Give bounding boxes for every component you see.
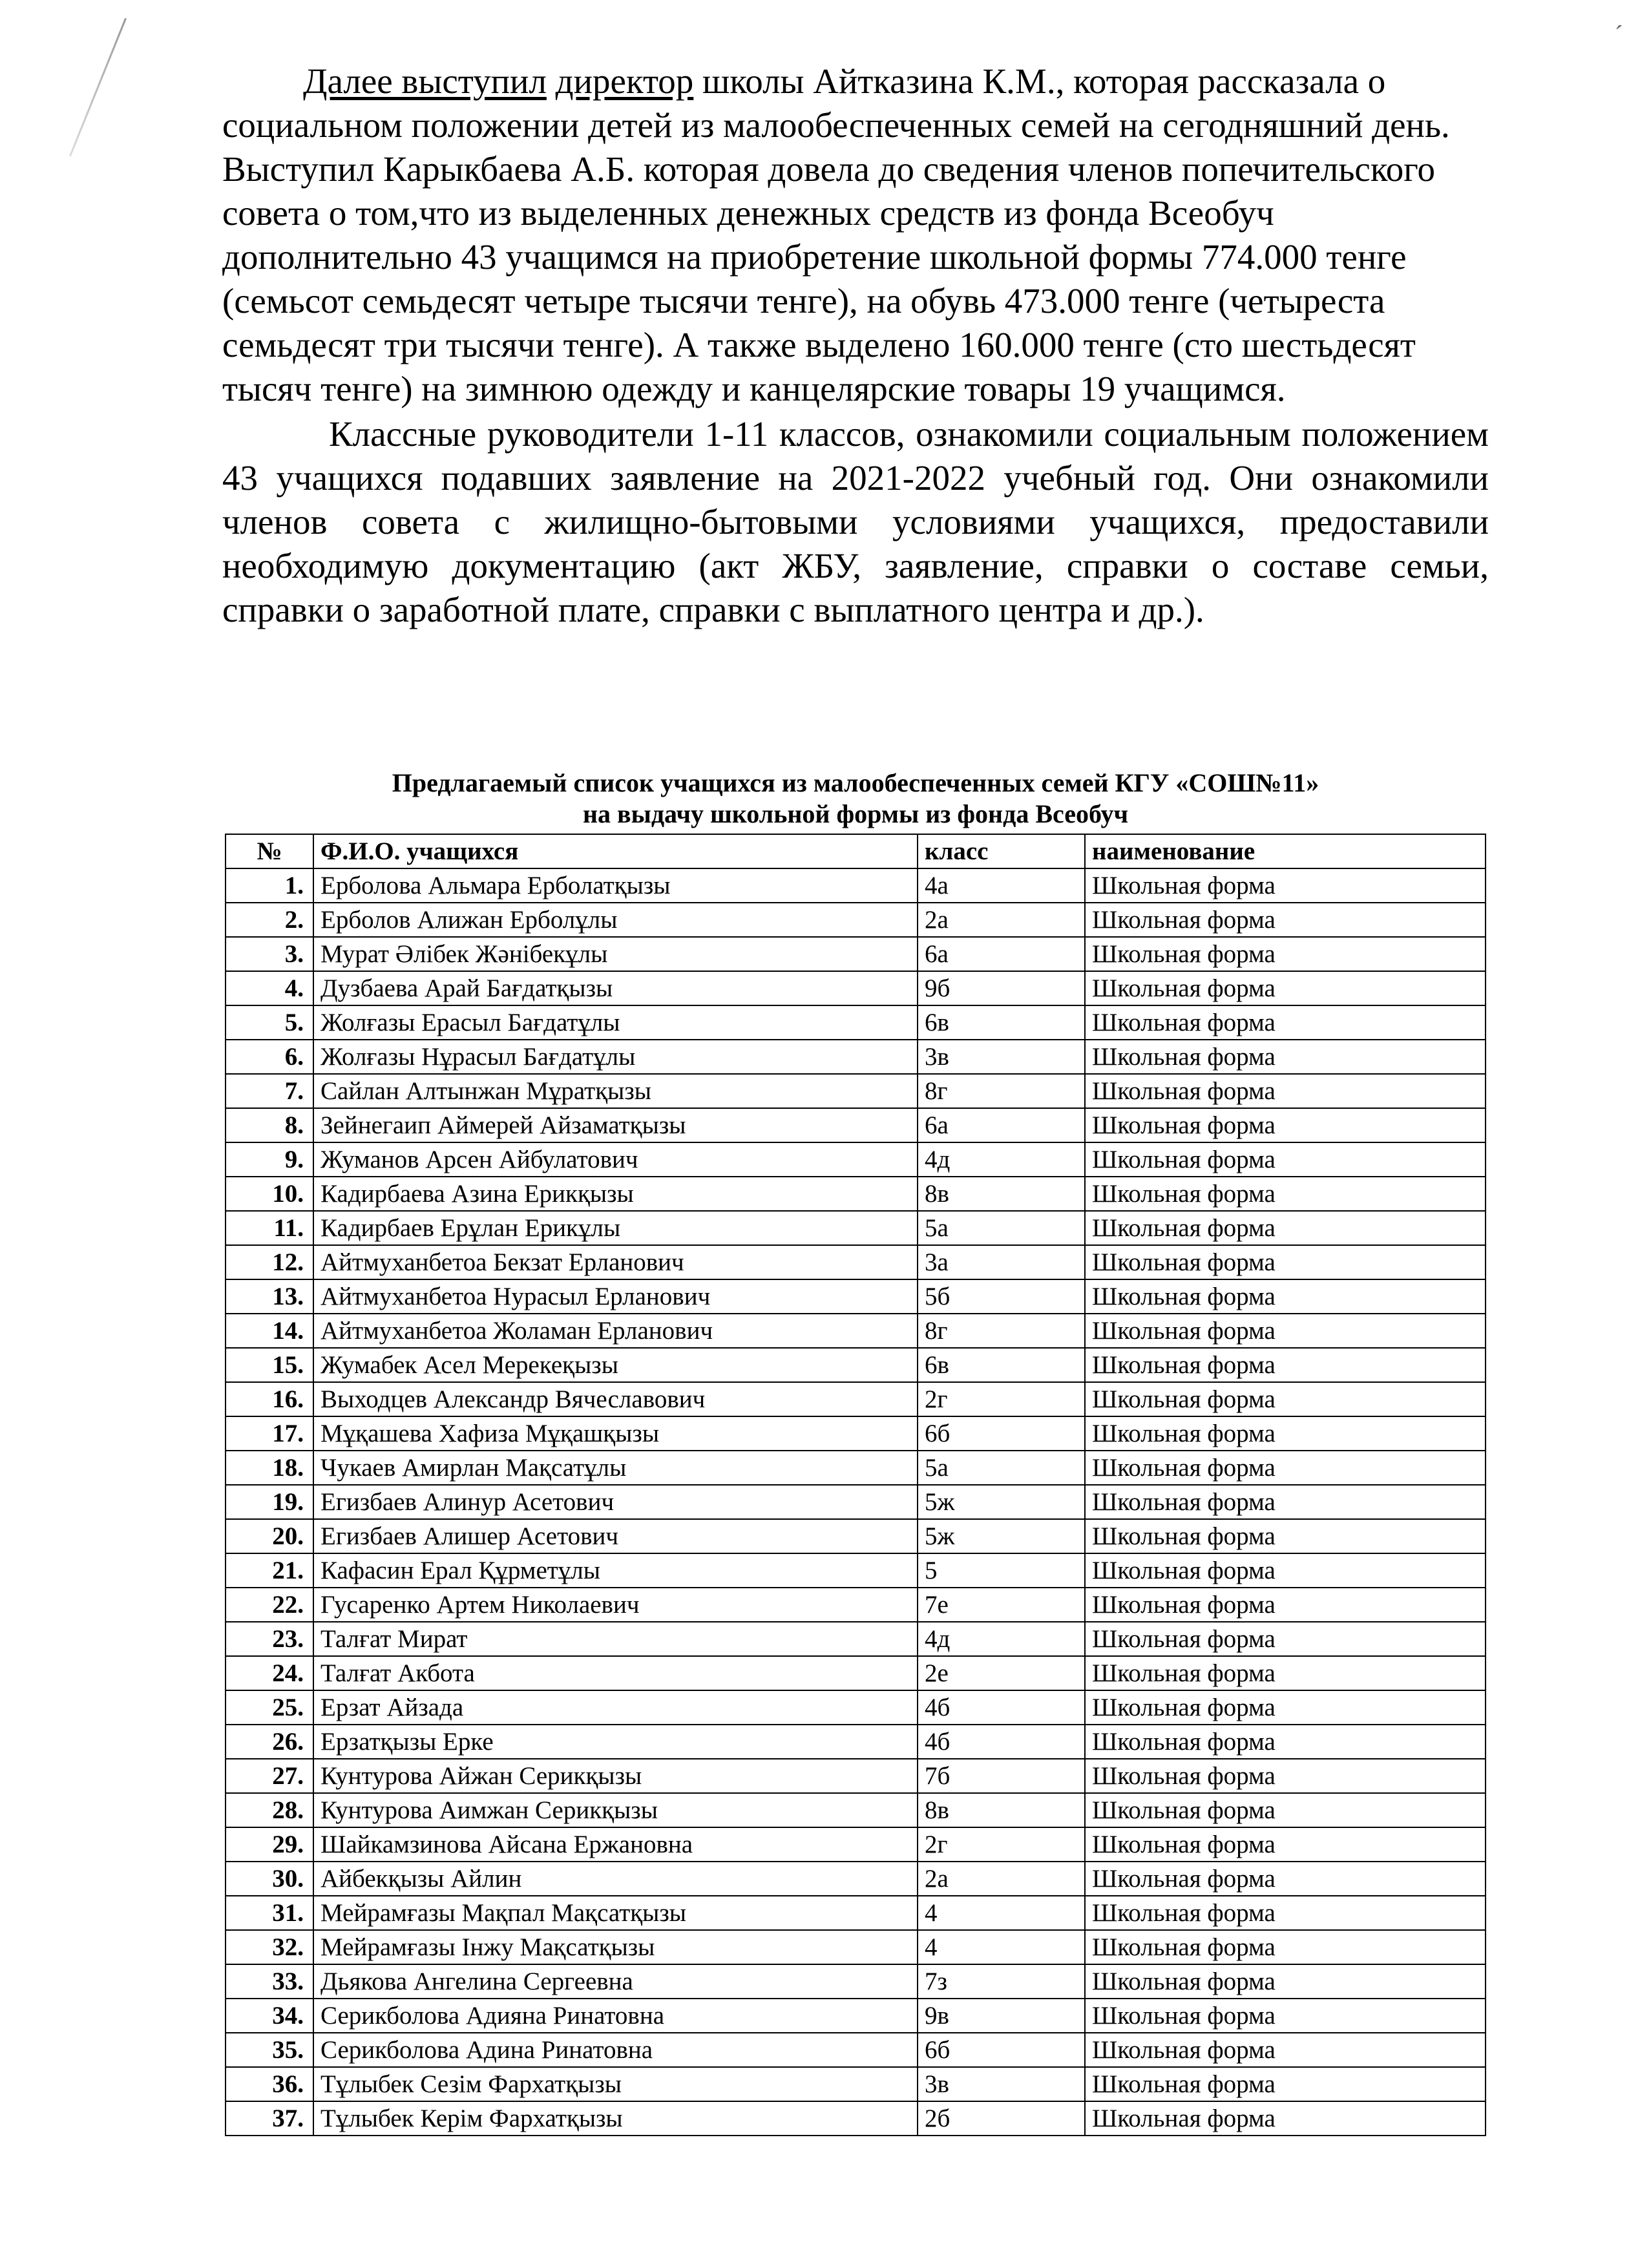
class-cell: 7б bbox=[918, 1759, 1085, 1793]
row-number: 28. bbox=[226, 1793, 313, 1827]
class-cell: 8в bbox=[918, 1793, 1085, 1827]
row-number: 10. bbox=[226, 1177, 313, 1211]
item-cell: Школьная форма bbox=[1085, 1656, 1486, 1690]
row-number: 6. bbox=[226, 1040, 313, 1074]
class-cell: 4б bbox=[918, 1725, 1085, 1759]
item-cell: Школьная форма bbox=[1085, 1725, 1486, 1759]
row-number: 2. bbox=[226, 903, 313, 937]
table-row bbox=[226, 1793, 1486, 1827]
item-cell: Школьная форма bbox=[1085, 1930, 1486, 1964]
item-cell: Школьная форма bbox=[1085, 2033, 1486, 2067]
item-cell: Школьная форма bbox=[1085, 2101, 1486, 2136]
table-row bbox=[226, 1142, 1486, 1177]
class-cell: 2е bbox=[918, 1656, 1085, 1690]
item-cell: Школьная форма bbox=[1085, 1862, 1486, 1896]
row-number: 34. bbox=[226, 1999, 313, 2033]
row-number: 14. bbox=[226, 1314, 313, 1348]
row-number: 30. bbox=[226, 1862, 313, 1896]
table-row bbox=[226, 937, 1486, 971]
table-row bbox=[226, 2033, 1486, 2067]
class-cell: 3а bbox=[918, 1245, 1085, 1279]
item-cell: Школьная форма bbox=[1085, 1793, 1486, 1827]
row-number: 23. bbox=[226, 1622, 313, 1656]
row-number: 21. bbox=[226, 1553, 313, 1588]
class-cell: 4 bbox=[918, 1896, 1085, 1930]
class-cell: 4д bbox=[918, 1142, 1085, 1177]
class-cell: 7е bbox=[918, 1588, 1085, 1622]
row-number: 3. bbox=[226, 937, 313, 971]
item-cell: Школьная форма bbox=[1085, 1964, 1486, 1999]
class-cell: 6б bbox=[918, 2033, 1085, 2067]
item-cell: Школьная форма bbox=[1085, 1211, 1486, 1245]
row-number: 8. bbox=[226, 1108, 313, 1142]
class-cell: 9б bbox=[918, 971, 1085, 1005]
class-cell: 4а bbox=[918, 868, 1085, 903]
student-name: Егизбаев Алишер Асетович bbox=[313, 1519, 918, 1553]
table-row bbox=[226, 1005, 1486, 1040]
item-cell: Школьная форма bbox=[1085, 1108, 1486, 1142]
scan-artifact-line bbox=[69, 18, 127, 156]
row-number: 31. bbox=[226, 1896, 313, 1930]
item-cell: Школьная форма bbox=[1085, 1074, 1486, 1108]
student-name: Талғат Мират bbox=[313, 1622, 918, 1656]
table-row bbox=[226, 1416, 1486, 1451]
item-cell: Школьная форма bbox=[1085, 1382, 1486, 1416]
table-row bbox=[226, 1451, 1486, 1485]
row-number: 22. bbox=[226, 1588, 313, 1622]
class-cell: 2а bbox=[918, 1862, 1085, 1896]
row-number: 17. bbox=[226, 1416, 313, 1451]
class-cell: 5ж bbox=[918, 1519, 1085, 1553]
item-cell: Школьная форма bbox=[1085, 1245, 1486, 1279]
item-cell: Школьная форма bbox=[1085, 1999, 1486, 2033]
row-number: 33. bbox=[226, 1964, 313, 1999]
row-number: 32. bbox=[226, 1930, 313, 1964]
table-row bbox=[226, 1827, 1486, 1862]
table-row bbox=[226, 1040, 1486, 1074]
student-name: Чукаев Амирлан Мақсатұлы bbox=[313, 1451, 918, 1485]
row-number: 12. bbox=[226, 1245, 313, 1279]
table-row bbox=[226, 1074, 1486, 1108]
item-cell: Школьная форма bbox=[1085, 2067, 1486, 2101]
table-row bbox=[226, 1382, 1486, 1416]
table-row bbox=[226, 1896, 1486, 1930]
table-title-line-2: на выдачу школьной формы из фонда Всеобуч bbox=[582, 799, 1129, 828]
item-cell: Школьная форма bbox=[1085, 1759, 1486, 1793]
student-name: Тұлыбек Керім Фархатқызы bbox=[313, 2101, 918, 2136]
student-name: Зейнегаип Аймерей Айзаматқызы bbox=[313, 1108, 918, 1142]
header-class: класс bbox=[918, 834, 1085, 868]
row-number: 20. bbox=[226, 1519, 313, 1553]
table-row bbox=[226, 1108, 1486, 1142]
row-number: 29. bbox=[226, 1827, 313, 1862]
class-cell: 2г bbox=[918, 1382, 1085, 1416]
table-row bbox=[226, 1519, 1486, 1553]
item-cell: Школьная форма bbox=[1085, 1416, 1486, 1451]
item-cell: Школьная форма bbox=[1085, 1553, 1486, 1588]
item-cell: Школьная форма bbox=[1085, 1348, 1486, 1382]
student-name: Айтмуханбетоа Бекзат Ерланович bbox=[313, 1245, 918, 1279]
item-cell: Школьная форма bbox=[1085, 868, 1486, 903]
row-number: 35. bbox=[226, 2033, 313, 2067]
class-cell: 6в bbox=[918, 1348, 1085, 1382]
class-cell: 9в bbox=[918, 1999, 1085, 2033]
class-cell: 6б bbox=[918, 1416, 1085, 1451]
students-table bbox=[225, 834, 1486, 2136]
student-name: Кунтурова Айжан Серикқызы bbox=[313, 1759, 918, 1793]
row-number: 37. bbox=[226, 2101, 313, 2136]
class-cell: 7з bbox=[918, 1964, 1085, 1999]
class-cell: 5а bbox=[918, 1211, 1085, 1245]
class-cell: 4б bbox=[918, 1690, 1085, 1725]
item-cell: Школьная форма bbox=[1085, 1040, 1486, 1074]
table-row bbox=[226, 1930, 1486, 1964]
item-cell: Школьная форма bbox=[1085, 1177, 1486, 1211]
table-row bbox=[226, 1690, 1486, 1725]
table-body bbox=[226, 868, 1486, 2136]
table-row bbox=[226, 1622, 1486, 1656]
item-cell: Школьная форма bbox=[1085, 903, 1486, 937]
item-cell: Школьная форма bbox=[1085, 971, 1486, 1005]
row-number: 18. bbox=[226, 1451, 313, 1485]
row-number: 36. bbox=[226, 2067, 313, 2101]
intro-text bbox=[222, 59, 1489, 632]
row-number: 25. bbox=[226, 1690, 313, 1725]
row-number: 13. bbox=[226, 1279, 313, 1314]
student-name: Кунтурова Аимжан Серикқызы bbox=[313, 1793, 918, 1827]
row-number: 27. bbox=[226, 1759, 313, 1793]
item-cell: Школьная форма bbox=[1085, 1690, 1486, 1725]
student-name: Талғат Акбота bbox=[313, 1656, 918, 1690]
student-name: Мейрамғазы Мақпал Мақсатқызы bbox=[313, 1896, 918, 1930]
class-cell: 2г bbox=[918, 1827, 1085, 1862]
student-name: Мұқашева Хафиза Мұқашқызы bbox=[313, 1416, 918, 1451]
item-cell: Школьная форма bbox=[1085, 1314, 1486, 1348]
class-cell: 6в bbox=[918, 1005, 1085, 1040]
table-row bbox=[226, 1245, 1486, 1279]
item-cell: Школьная форма bbox=[1085, 1142, 1486, 1177]
table-header-row bbox=[226, 834, 1486, 868]
header-item: наименование bbox=[1085, 834, 1486, 868]
intro-lead: Далее выступил bbox=[303, 61, 547, 101]
student-name: Ерболова Альмара Ерболатқызы bbox=[313, 868, 918, 903]
student-name: Ерзат Айзада bbox=[313, 1690, 918, 1725]
student-name: Шайкамзинова Айсана Ержановна bbox=[313, 1827, 918, 1862]
class-cell: 5б bbox=[918, 1279, 1085, 1314]
intro-role: директор bbox=[555, 61, 694, 101]
intro-paragraph-1 bbox=[222, 59, 1489, 411]
table-row bbox=[226, 1862, 1486, 1896]
class-cell: 4 bbox=[918, 1930, 1085, 1964]
item-cell: Школьная форма bbox=[1085, 1827, 1486, 1862]
table-row bbox=[226, 1656, 1486, 1690]
student-name: Жуманов Арсен Айбулатович bbox=[313, 1142, 918, 1177]
item-cell: Школьная форма bbox=[1085, 1622, 1486, 1656]
class-cell: 8г bbox=[918, 1314, 1085, 1348]
student-name: Серикболова Адияна Ринатовна bbox=[313, 1999, 918, 2033]
table-row bbox=[226, 1177, 1486, 1211]
table-row bbox=[226, 1279, 1486, 1314]
intro-paragraph-1-rest: школы Айтказина К.М., которая рассказала о социальном положении детей из малообеспеченных семей на сегодняшний день. Выступил Карыкбаева А.Б. которая довела до сведения членов попечительского совета о том,что из выделенных денежных средств из фонда Всеобуч дополнительно 43 учащимся на приобретение школьной формы 774.000 тенге (семьсот семьдесят четыре тысячи тенге), на обувь 473.000 тенге (четыреста семьдесят три тысячи тенге). А также выделено 160.000 тенге (сто шестьдесят тысяч тенге) на зимнюю одежду и канцелярские товары 19 учащимся. bbox=[222, 61, 1450, 408]
row-number: 24. bbox=[226, 1656, 313, 1690]
student-name: Айтмуханбетоа Жоламан Ерланович bbox=[313, 1314, 918, 1348]
class-cell: 8в bbox=[918, 1177, 1085, 1211]
table-row bbox=[226, 1588, 1486, 1622]
item-cell: Школьная форма bbox=[1085, 1451, 1486, 1485]
student-name: Гусаренко Артем Николаевич bbox=[313, 1588, 918, 1622]
student-name: Егизбаев Алинур Асетович bbox=[313, 1485, 918, 1519]
table-row bbox=[226, 1348, 1486, 1382]
intro-paragraph-2: Классные руководители 1-11 классов, ознакомили социальным положением 43 учащихся подавших заявление на 2021-2022 учебный год. Они ознакомили членов совета с жилищно-бытовыми условиями учащихся, предоставили необходимую документацию (акт ЖБУ, заявление, справки о составе семьи, справки о заработной плате, справки с выплатного центра и др.). bbox=[222, 414, 1489, 629]
student-name: Айбекқызы Айлин bbox=[313, 1862, 918, 1896]
student-name: Дузбаева Арай Бағдатқызы bbox=[313, 971, 918, 1005]
header-number: № bbox=[226, 834, 313, 868]
table-row bbox=[226, 1553, 1486, 1588]
class-cell: 3в bbox=[918, 2067, 1085, 2101]
student-name: Тұлыбек Сезім Фархатқызы bbox=[313, 2067, 918, 2101]
class-cell: 6а bbox=[918, 1108, 1085, 1142]
item-cell: Школьная форма bbox=[1085, 937, 1486, 971]
class-cell: 6а bbox=[918, 937, 1085, 971]
item-cell: Школьная форма bbox=[1085, 1485, 1486, 1519]
table-row bbox=[226, 1485, 1486, 1519]
item-cell: Школьная форма bbox=[1085, 1588, 1486, 1622]
row-number: 19. bbox=[226, 1485, 313, 1519]
table-row bbox=[226, 1725, 1486, 1759]
student-name: Выходцев Александр Вячеславович bbox=[313, 1382, 918, 1416]
table-row bbox=[226, 868, 1486, 903]
class-cell: 2а bbox=[918, 903, 1085, 937]
student-name: Жолғазы Нұрасыл Бағдатұлы bbox=[313, 1040, 918, 1074]
row-number: 1. bbox=[226, 868, 313, 903]
row-number: 4. bbox=[226, 971, 313, 1005]
table-row bbox=[226, 2101, 1486, 2136]
corner-mark: ´ bbox=[1614, 20, 1623, 49]
student-name: Мурат Әлібек Жәнібекұлы bbox=[313, 937, 918, 971]
row-number: 11. bbox=[226, 1211, 313, 1245]
table-row bbox=[226, 971, 1486, 1005]
student-name: Айтмуханбетоа Нурасыл Ерланович bbox=[313, 1279, 918, 1314]
student-name: Дьякова Ангелина Сергеевна bbox=[313, 1964, 918, 1999]
table-row bbox=[226, 2067, 1486, 2101]
item-cell: Школьная форма bbox=[1085, 1279, 1486, 1314]
student-name: Ерзатқызы Ерке bbox=[313, 1725, 918, 1759]
item-cell: Школьная форма bbox=[1085, 1896, 1486, 1930]
header-name: Ф.И.О. учащихся bbox=[313, 834, 918, 868]
row-number: 5. bbox=[226, 1005, 313, 1040]
class-cell: 5ж bbox=[918, 1485, 1085, 1519]
student-name: Серикболова Адина Ринатовна bbox=[313, 2033, 918, 2067]
class-cell: 4д bbox=[918, 1622, 1085, 1656]
class-cell: 8г bbox=[918, 1074, 1085, 1108]
table-row bbox=[226, 1314, 1486, 1348]
class-cell: 5 bbox=[918, 1553, 1085, 1588]
student-name: Кадирбаева Азина Ерикқызы bbox=[313, 1177, 918, 1211]
student-name: Жолғазы Ерасыл Бағдатұлы bbox=[313, 1005, 918, 1040]
row-number: 7. bbox=[226, 1074, 313, 1108]
class-cell: 2б bbox=[918, 2101, 1085, 2136]
table-row bbox=[226, 1964, 1486, 1999]
class-cell: 5а bbox=[918, 1451, 1085, 1485]
row-number: 16. bbox=[226, 1382, 313, 1416]
item-cell: Школьная форма bbox=[1085, 1519, 1486, 1553]
student-name: Ерболов Алижан Ерболұлы bbox=[313, 903, 918, 937]
student-name: Жумабек Асел Мерекеқызы bbox=[313, 1348, 918, 1382]
table-row bbox=[226, 1211, 1486, 1245]
row-number: 26. bbox=[226, 1725, 313, 1759]
table-row bbox=[226, 903, 1486, 937]
table-title bbox=[222, 768, 1489, 830]
row-number: 15. bbox=[226, 1348, 313, 1382]
student-name: Кадирбаев Ерұлан Ерикұлы bbox=[313, 1211, 918, 1245]
student-name: Мейрамғазы Інжу Мақсатқызы bbox=[313, 1930, 918, 1964]
table-title-line-1: Предлагаемый список учащихся из малообеспеченных семей КГУ «СОШ№11» bbox=[392, 768, 1319, 797]
table-row bbox=[226, 1999, 1486, 2033]
class-cell: 3в bbox=[918, 1040, 1085, 1074]
student-name: Кафасин Ерал Құрметұлы bbox=[313, 1553, 918, 1588]
table-row bbox=[226, 1759, 1486, 1793]
student-name: Сайлан Алтынжан Мұратқызы bbox=[313, 1074, 918, 1108]
row-number: 9. bbox=[226, 1142, 313, 1177]
item-cell: Школьная форма bbox=[1085, 1005, 1486, 1040]
